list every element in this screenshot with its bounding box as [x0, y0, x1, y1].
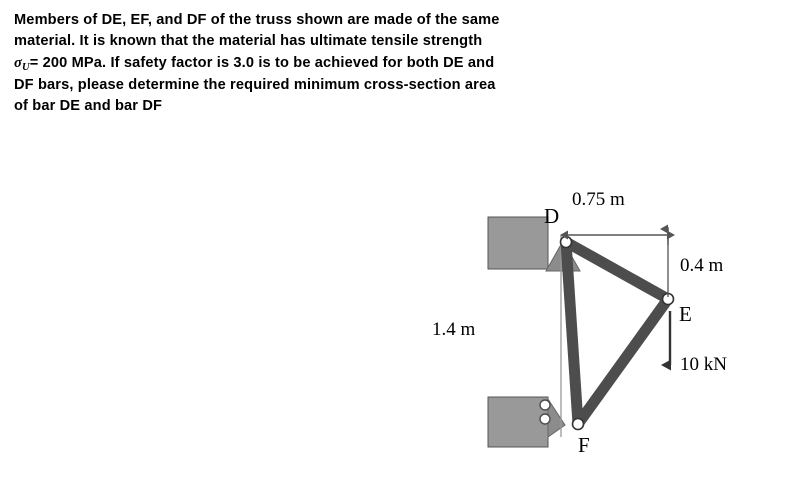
joint-D [561, 237, 572, 248]
node-label-E: E [679, 302, 692, 326]
problem-line-2: material. It is known that the material has ultimate tensile strength [14, 33, 483, 50]
problem-line-4: DF bars, please determine the required minimum cross-section area [14, 76, 496, 93]
sigma-subscript: U [22, 61, 30, 73]
dimension-label-top-span: 0.75 m [572, 189, 625, 210]
member-DE [566, 242, 668, 299]
dimension-label-right-drop: 0.4 m [680, 255, 724, 276]
lower-wall-block [488, 397, 548, 447]
problem-line-5: of bar DE and bar DF [14, 98, 163, 115]
node-label-F: F [578, 433, 590, 457]
problem-line-1: Members of DE, EF, and DF of the truss shown are made of the same [14, 12, 500, 28]
truss-figure [400, 175, 780, 470]
load-label-10kN: 10 kN [680, 354, 727, 375]
problem-statement [14, 10, 774, 117]
sigma-symbol: σ [14, 54, 23, 71]
roller-circle-top [540, 400, 550, 410]
member-EF [578, 299, 668, 424]
roller-circle-bottom [540, 414, 550, 424]
joint-F [573, 419, 584, 430]
node-label-D: D [544, 204, 560, 228]
upper-wall-block [488, 217, 548, 269]
dimension-label-left-height: 1.4 m [432, 319, 476, 340]
problem-line-3 [14, 53, 774, 75]
problem-line-3-text: = 200 MPa. If safety factor is 3.0 is to be achieved for both DE and [29, 54, 495, 71]
